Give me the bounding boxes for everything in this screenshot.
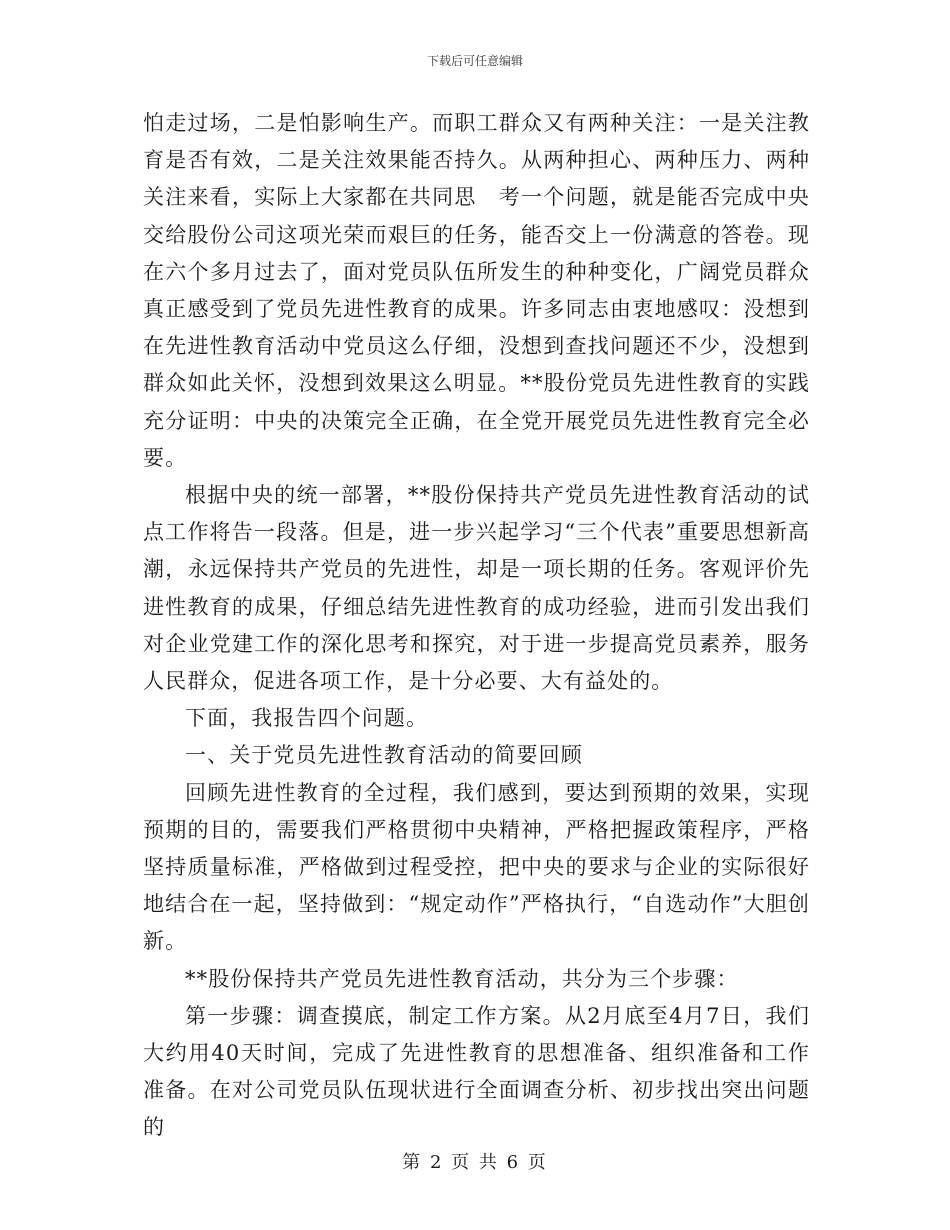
paragraph: 第一步骤：调查摸底，制定工作方案。从2月底至4月7日，我们大约用40天时间，完成了先进性教育的思想准备、组织准备和工作准备。在对公司党员队伍现状进行全面调查分析、初步找出突出问题的 <box>143 1003 810 1140</box>
paragraph: 回顾先进性教育的全过程，我们感到，要达到预期的效果，实现预期的目的，需要我们严格贯彻中央精神，严格把握政策程序，严格坚持质量标准，严格做到过程受控，把中央的要求与企业的实际很好地结合在一起，坚持做到：“规定动作”严格执行，“自选动作”大胆创新。 <box>143 780 810 954</box>
section-heading: 一、关于党员先进性教育活动的简要回顾 <box>185 743 583 768</box>
document-body <box>143 105 810 1147</box>
paragraph: 下面，我报告四个问题。 <box>185 706 429 731</box>
paragraph: 根据中央的统一部署，**股份保持共产党员先进性教育活动的试点工作将告一段落。但是，进一步兴起学习“三个代表”重要思想新高潮，永远保持共产党员的先进性，却是一项长期的任务。客观评价先进性教育的成果，仔细总结先进性教育的成功经验，进而引发出我们对企业党建工作的深化思考和探究，对于进一步提高党员素养，服务人民群众，促进各项工作，是十分必要、大有益处的。 <box>143 483 810 694</box>
page-header: 下载后可任意编辑 <box>426 54 523 68</box>
paragraph: 怕走过场，二是怕影响生产。而职工群众又有两种关注：一是关注教育是否有效，二是关注效果能否持久。从两种担心、两种压力、两种关注来看，实际上大家都在共同思 考一个问题，就是能否完成中央交给股份公司这项光荣而艰巨的任务，能否交上一份满意的答卷。现在六个多月过去了，面对党员队伍所发生的种种变化，广阔党员群众真正感受到了党员先进性教育的成果。许多同志由衷地感叹：没想到在先进性教育活动中党员这么仔细，没想到查找问题还不少，没想到群众如此关怀，没想到效果这么明显。**股份党员先进性教育的实践充分证明：中央的决策完全正确，在全党开展党员先进性教育完全必要。 <box>143 111 810 470</box>
page-number: 第 2 页 共 6 页 <box>402 1152 548 1173</box>
paragraph: **股份保持共产党员先进性教育活动，共分为三个步骤： <box>185 966 739 991</box>
